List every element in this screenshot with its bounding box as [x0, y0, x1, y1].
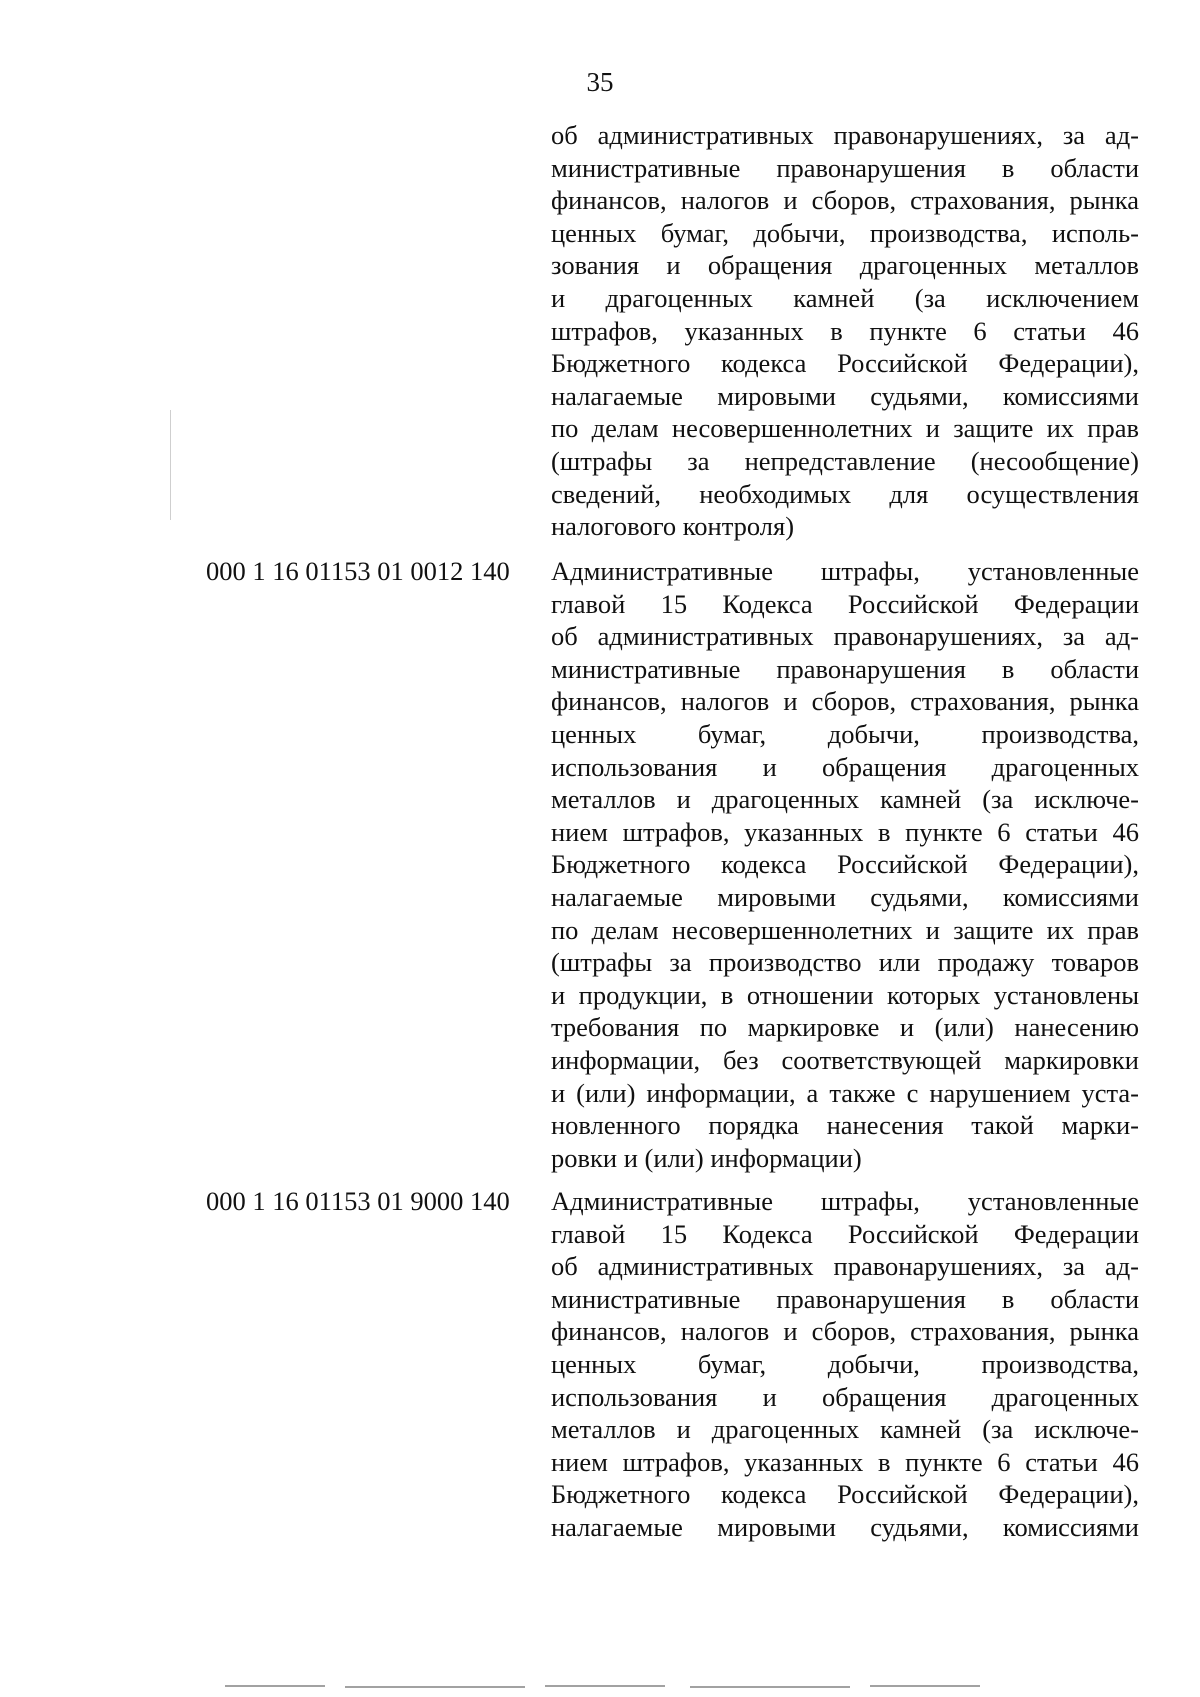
- description-line: министративные правонарушения в области: [551, 152, 1139, 183]
- description-line: об административных правонарушениях, за ад-: [551, 1251, 1139, 1282]
- description-line: штрафов, указанных в пункте 6 статьи 46: [551, 315, 1139, 346]
- description-line: и продукции, в отношении которых установлены: [551, 979, 1139, 1010]
- description-line: требования по маркировке и (или) нанесению: [551, 1012, 1139, 1043]
- description-line: ценных бумаг, добычи, производства,: [551, 718, 1139, 749]
- description-line: Административные штрафы, установленные: [551, 1186, 1139, 1216]
- left-margin-mark: [170, 410, 171, 520]
- description-line: использования и обращения драгоценных: [551, 1381, 1139, 1412]
- description-line: (штрафы за непредставление (несообщение): [551, 445, 1139, 476]
- description-line: ценных бумаг, добычи, производства, исполь-: [551, 217, 1139, 248]
- description-line: металлов и драгоценных камней (за исключе-: [551, 1414, 1139, 1445]
- scan-artifact-line: [345, 1686, 525, 1688]
- description-line: по делам несовершеннолетних и защите их прав: [551, 914, 1139, 945]
- description-line: налагаемые мировыми судьями, комиссиями: [551, 881, 1139, 912]
- page-number: 35: [586, 67, 614, 97]
- description-line: нием штрафов, указанных в пункте 6 статьи 46: [551, 1446, 1139, 1477]
- description-line: сведений, необходимых для осуществления: [551, 478, 1139, 509]
- description-line: по делам несовершеннолетних и защите их прав: [551, 413, 1139, 444]
- description-line: налагаемые мировыми судьями, комиссиями: [551, 380, 1139, 411]
- entry-code: 000 1 16 01153 01 9000 140: [206, 1186, 510, 1216]
- scan-artifact-line: [225, 1685, 325, 1687]
- description-line: ценных бумаг, добычи, производства,: [551, 1348, 1139, 1379]
- entry-description: [551, 1185, 1139, 1544]
- description-line: металлов и драгоценных камней (за исключе-: [551, 784, 1139, 815]
- description-line: и (или) информации, а также с нарушением уста-: [551, 1077, 1139, 1108]
- description-line: и драгоценных камней (за исключением: [551, 282, 1139, 313]
- description-line: Административные штрафы, установленные: [551, 556, 1139, 586]
- description-line: об административных правонарушениях, за ад-: [551, 120, 1139, 150]
- description-line: министративные правонарушения в области: [551, 1283, 1139, 1314]
- description-line: финансов, налогов и сборов, страхования, рынка: [551, 1316, 1139, 1347]
- description-line: Бюджетного кодекса Российской Федерации),: [551, 849, 1139, 880]
- scan-artifact-line: [690, 1686, 850, 1688]
- description-line: об административных правонарушениях, за ад-: [551, 621, 1139, 652]
- description-line: министративные правонарушения в области: [551, 653, 1139, 684]
- description-line: главой 15 Кодекса Российской Федерации: [551, 1218, 1139, 1249]
- continuation-description: [551, 119, 1139, 543]
- description-line: информации, без соответствующей маркировки: [551, 1044, 1139, 1075]
- description-line: ровки и (или) информации): [551, 1142, 862, 1173]
- description-line: главой 15 Кодекса Российской Федерации: [551, 588, 1139, 619]
- description-line: финансов, налогов и сборов, страхования, рынка: [551, 686, 1139, 717]
- description-line: нием штрафов, указанных в пункте 6 статьи 46: [551, 816, 1139, 847]
- description-line: использования и обращения драгоценных: [551, 751, 1139, 782]
- description-line: финансов, налогов и сборов, страхования, рынка: [551, 185, 1139, 216]
- entry-description: [551, 555, 1139, 1174]
- description-line: новленного порядка нанесения такой марки-: [551, 1110, 1139, 1141]
- description-line: зования и обращения драгоценных металлов: [551, 250, 1139, 281]
- description-line: Бюджетного кодекса Российской Федерации),: [551, 348, 1139, 379]
- scan-artifact-line: [545, 1685, 665, 1687]
- description-line: налагаемые мировыми судьями, комиссиями: [551, 1511, 1139, 1542]
- description-line: (штрафы за производство или продажу товаров: [551, 947, 1139, 978]
- entry-code: 000 1 16 01153 01 0012 140: [206, 556, 510, 586]
- scan-artifact-line: [870, 1685, 980, 1687]
- description-line: Бюджетного кодекса Российской Федерации),: [551, 1479, 1139, 1510]
- description-line: налогового контроля): [551, 511, 795, 542]
